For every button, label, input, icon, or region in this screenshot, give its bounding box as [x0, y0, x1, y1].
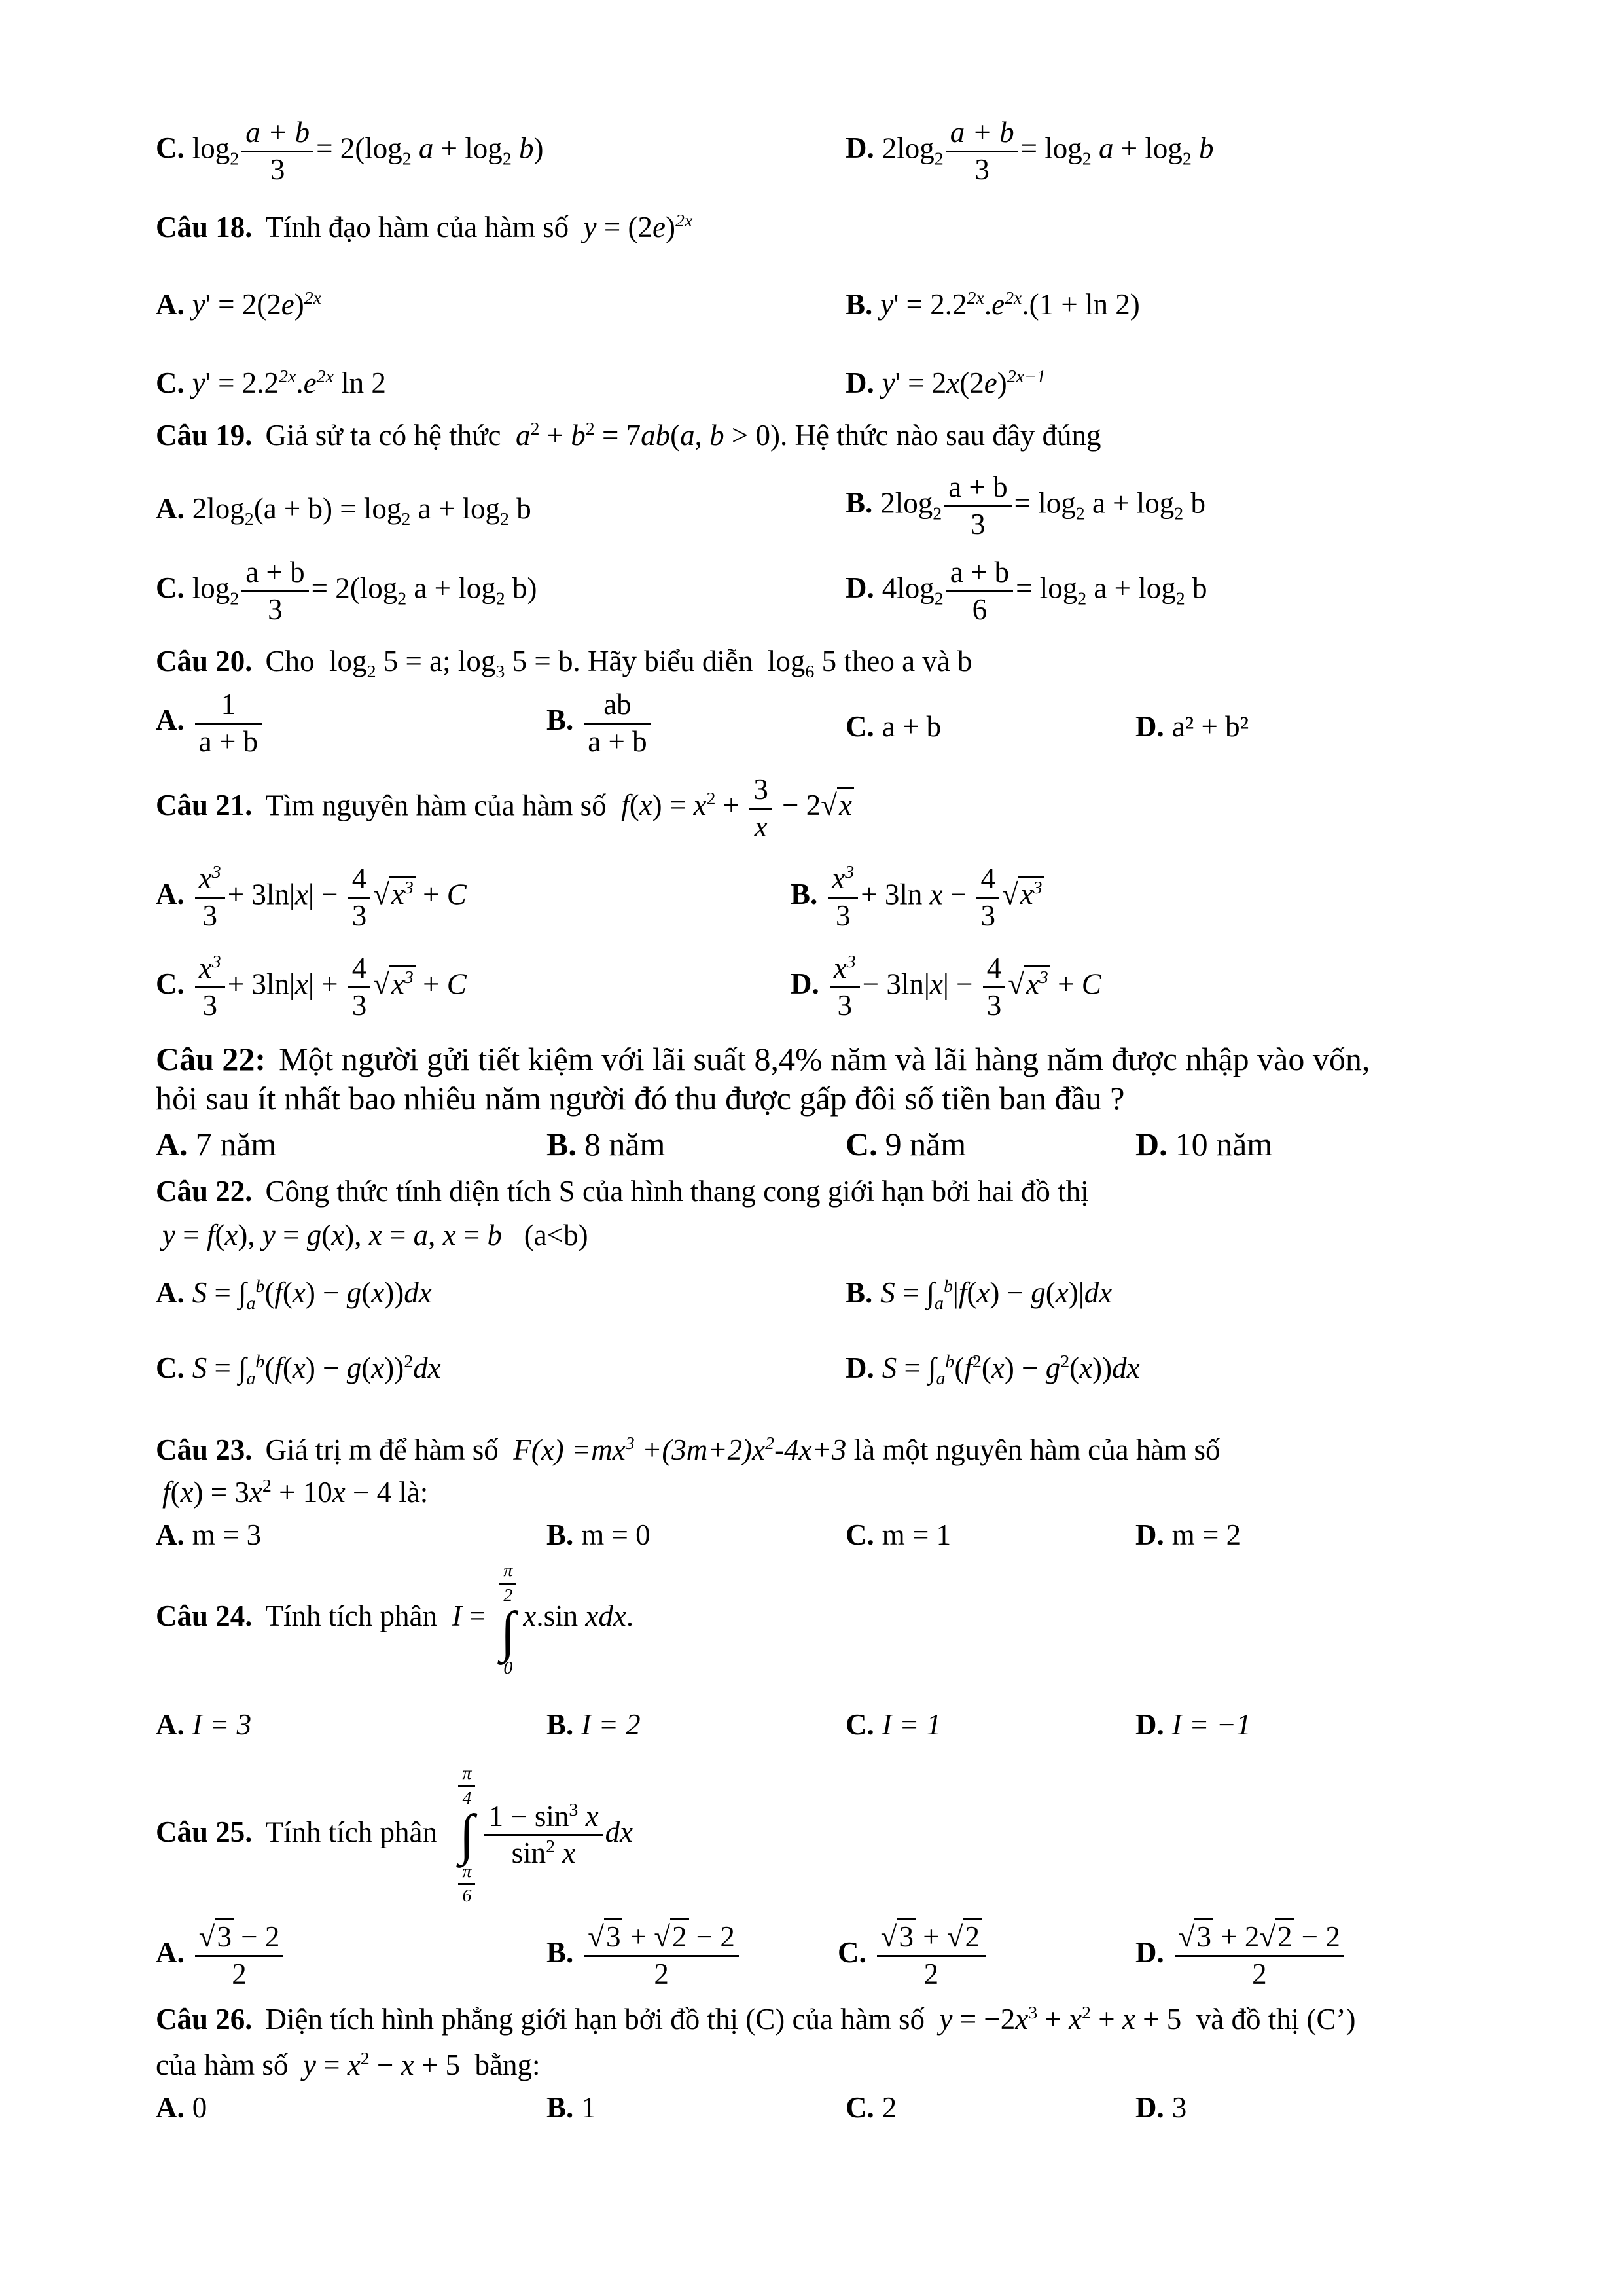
q18-b-label: B. [846, 288, 873, 321]
q22a-d-label: D. [1135, 1126, 1168, 1162]
q20-expr2: $\log_6 5$ [767, 645, 837, 682]
q26-stem-line1 [156, 2003, 1355, 2037]
q21-option-b: B. $\frac{x^3}{3}$ + 3ln x − $\frac{4}{3}$ $√x^3$ [791, 863, 1044, 932]
q24-option-b [546, 1708, 641, 1742]
q22b-a-label: A. [156, 1276, 185, 1309]
q25-option-a: A. $\frac{√3 - 2}{2}$ [156, 1921, 286, 1990]
q26-text1: Diện tích hình phẳng giới hạn bởi đồ thị (C) của hàm số [265, 2003, 925, 2036]
q20-title: Câu 20. [156, 645, 253, 677]
q19-text1: Giả sử ta có hệ thức [265, 419, 501, 452]
q26-c-text: 2 [882, 2091, 897, 2124]
q19-d-label: D. [846, 571, 874, 605]
q22b-b-label: B. [846, 1276, 873, 1309]
q21-option-a: A. $\frac{x^3}{3}$ + 3ln|x| − $\frac{4}{3}$ $√x^3 + C$ [156, 862, 467, 932]
q20-a-label: A. [156, 704, 185, 737]
q24-b-label: B. [546, 1708, 574, 1741]
q21-expr: $f(x) = x^2$ + $\frac{3}{x}$ − 2√x [621, 789, 854, 821]
q26-expr: $y = -2x^3 + x^2 + x + 5$ [939, 2003, 1182, 2036]
q22a-a-label: A. [156, 1126, 188, 1162]
q22b-expr-line [162, 1219, 588, 1253]
q26-option-d [1135, 2091, 1186, 2125]
q18-c-label: C. [156, 367, 185, 399]
q25-option-c: C. $\frac{√3 + √2}{2}$ [838, 1921, 988, 1990]
q22b-text: Công thức tính diện tích S của hình thang cong giới hạn bởi hai đồ thị [265, 1175, 1089, 1208]
q17-d-label: D. [846, 132, 874, 165]
q24-text: Tính tích phân [265, 1600, 437, 1633]
q20-c-label: C. [846, 710, 874, 743]
q24-d-label: D. [1135, 1708, 1164, 1741]
q18-option-a: A. $y' = 2(2e)^{2x}$ [156, 288, 322, 321]
q19-option-a: A. $2\log_2(a + b) = \log_2 a + \log_2 b$ [156, 492, 531, 529]
q21-stem [156, 774, 854, 843]
q23-title: Câu 23. [156, 1433, 253, 1466]
q19-option-c: C. $\log_2$ $\frac{a + b}{3}$ = $2(\log_2$ $a + \log_2 b$) [156, 556, 537, 626]
q26-c-label: C. [846, 2091, 874, 2124]
q20-b-label: B. [546, 704, 574, 737]
q23-d-text: m = 2 [1171, 1518, 1241, 1551]
q25-text: Tính tích phân [265, 1816, 437, 1849]
q22b-option-a: A. $S = \int_a^b(f(x) - g(x))dx$ [156, 1276, 432, 1314]
q23-expr: $F(x) =mx^3 +(3m+2)x^2-4x+3$ [513, 1433, 847, 1466]
q18-option-d: D. $y' = 2x(2e)^{2x-1}$ [846, 367, 1046, 399]
q22b-option-c: C. $S = \int_a^b(f(x) - g(x))^2dx$ [156, 1352, 441, 1389]
q17-option-c: C. $\log_2$ $\frac{a + b}{3}$ = $2(\log_2$ $a + \log_2 b$) [156, 116, 544, 186]
q25-stem [156, 1764, 633, 1907]
q26-option-b [546, 2091, 596, 2125]
q21-a-label: A. [156, 878, 185, 911]
q23-b-label: B. [546, 1518, 574, 1551]
q24-option-c [846, 1708, 941, 1742]
q21-b-label: B. [791, 878, 818, 911]
q22b-title: Câu 22. [156, 1175, 253, 1208]
q24-a-label: A. [156, 1708, 185, 1741]
q25-c-label: C. [838, 1936, 866, 1969]
q25-b-label: B. [546, 1936, 574, 1969]
q20-option-a: A. $\frac{1}{a + b}$ [156, 689, 264, 758]
q25-d-label: D. [1135, 1936, 1164, 1969]
q22a-b-label: B. [546, 1126, 577, 1162]
q22a-stem-line1 [156, 1041, 1370, 1079]
q21-title: Câu 21. [156, 789, 253, 822]
q18-expr: y [583, 211, 597, 243]
q20-c-text: a + b [882, 710, 942, 743]
q21-text: Tìm nguyên hàm của hàm số [265, 789, 607, 822]
q24-b-text: I = 2 [581, 1708, 641, 1741]
q23-text3: là: [399, 1476, 429, 1509]
q23-stem [156, 1433, 1221, 1467]
q26-a-label: A. [156, 2091, 185, 2124]
q26-text3: của hàm số [156, 2049, 289, 2081]
q22a-text-line1: Một người gửi tiết kiệm với lãi suất 8,4% năm và lãi hàng năm được nhập vào vốn, [279, 1041, 1370, 1077]
q19-text2: . Hệ thức nào sau đây đúng [780, 419, 1101, 452]
q22a-option-d [1135, 1126, 1272, 1164]
q21-option-c: C. $\frac{x^3}{3}$ + 3ln|x| + $\frac{4}{3}$ $√x^3 + C$ [156, 952, 467, 1022]
q24-d-text: I = −1 [1171, 1708, 1251, 1741]
q19-a-label: A. [156, 492, 185, 525]
q26-option-c [846, 2091, 897, 2125]
q17-c-label: C. [156, 132, 185, 165]
q24-option-d [1135, 1708, 1251, 1742]
q22a-option-a [156, 1126, 276, 1164]
q22a-title: Câu 22: [156, 1041, 266, 1077]
q23-option-c [846, 1518, 951, 1552]
q18-a-label: A. [156, 288, 185, 321]
q23-option-b [546, 1518, 651, 1552]
q25-option-b: B. $\frac{√3 + √2 - 2}{2}$ [546, 1921, 741, 1990]
q22b-option-d: D. $S = \int_a^b(f^2(x) - g^2(x))dx$ [846, 1352, 1140, 1389]
q18-text: Tính đạo hàm của hàm số [265, 211, 569, 243]
q18-title: Câu 18. [156, 211, 253, 243]
q17-option-d: D. $2\log_2$ $\frac{a + b}{3}$ = $\log_2 a + \log_2 b$ [846, 116, 1214, 186]
q22a-d-text: 10 năm [1175, 1126, 1273, 1162]
q22b-c-label: C. [156, 1352, 185, 1384]
q25-title: Câu 25. [156, 1816, 253, 1849]
q20-d-text: a² + b² [1171, 710, 1249, 743]
q26-title: Câu 26. [156, 2003, 253, 2036]
q23-d-label: D. [1135, 1518, 1164, 1551]
q26-text2: và đồ thị (C’) [1196, 2003, 1356, 2036]
q24-option-a [156, 1708, 251, 1742]
q21-option-d: D. $\frac{x^3}{3}$ − 3ln|x| − $\frac{4}{3}$ $√x^3 + C$ [791, 952, 1101, 1022]
q25-a-label: A. [156, 1936, 185, 1969]
q23-stem-line2 [162, 1476, 428, 1510]
q19-expr: $a^2 + b^2 = 7ab(a$, b > 0) [515, 419, 781, 452]
q20-text1: Cho [265, 645, 315, 677]
q18-stem: Câu 18. Tính đạo hàm của hàm số $y = (2e)^{2x}$ [156, 211, 693, 243]
q24-stem [156, 1561, 633, 1677]
q24-title: Câu 24. [156, 1600, 253, 1633]
q19-b-label: B. [846, 486, 873, 520]
q18-option-b: B. $y' = 2.2^{2x}.e^{2x}.(1 + \ln 2)$ [846, 288, 1140, 321]
q22a-c-text: 9 năm [885, 1126, 967, 1162]
q26-d-text: 3 [1171, 2091, 1187, 2124]
q24-c-text: I = 1 [882, 1708, 942, 1741]
q23-a-text: m = 3 [192, 1518, 262, 1551]
q24-a-text: I = 3 [192, 1708, 252, 1741]
q21-d-label: D. [791, 967, 819, 1001]
q23-option-a [156, 1518, 261, 1552]
q23-expr2: $f(x) = 3x^2 + 10x - 4$ [162, 1476, 392, 1509]
q21-c-label: C. [156, 967, 185, 1001]
q24-c-label: C. [846, 1708, 874, 1741]
q22a-option-c [846, 1126, 966, 1164]
q23-text1: Giá trị m để hàm số [265, 1433, 499, 1466]
q24-expr: I = $\frac{\pi}{2}$ ∫ 0 x.sin xdx. [452, 1560, 634, 1678]
q20-d-label: D. [1135, 710, 1164, 743]
q19-c-label: C. [156, 571, 185, 605]
q22b-stem [156, 1175, 1089, 1209]
q19-stem [156, 419, 1101, 453]
q20-text2: . Hãy biểu diễn [573, 645, 753, 677]
q26-option-a [156, 2091, 207, 2125]
q26-expr2: $y = x^2 - x + 5$ [302, 2049, 461, 2081]
q20-stem [156, 645, 972, 683]
q22a-a-text: 7 năm [195, 1126, 277, 1162]
q25-option-d: D. $\frac{√3 + 2√2 - 2}{2}$ [1135, 1921, 1347, 1990]
q26-b-label: B. [546, 2091, 574, 2124]
q22a-option-b [546, 1126, 665, 1164]
q20-option-d [1135, 710, 1249, 744]
q19-option-b: B. $2\log_2$ $\frac{a + b}{3}$ = $\log_2 a + \log_2 b$ [846, 471, 1205, 541]
q26-stem-line2 [156, 2049, 541, 2083]
q18-d-label: D. [846, 367, 874, 399]
q26-a-text: 0 [192, 2091, 207, 2124]
q22a-stem-line2: hỏi sau ít nhất bao nhiêu năm người đó thu được gấp đôi số tiền ban đầu ? [156, 1080, 1125, 1117]
q19-title: Câu 19. [156, 419, 253, 452]
q22b-expr: y = f(x), y = g(x), x = a, x = b [162, 1219, 502, 1251]
q20-text3: theo a và b [844, 645, 972, 677]
q22b-cond: (a<b) [524, 1219, 588, 1251]
q23-c-text: m = 1 [882, 1518, 952, 1551]
q26-d-label: D. [1135, 2091, 1164, 2124]
q22a-b-text: 8 năm [584, 1126, 666, 1162]
q22b-option-b: B. $S = \int_a^b|f(x) - g(x)|dx$ [846, 1276, 1113, 1314]
q23-option-d [1135, 1518, 1241, 1552]
q22b-d-label: D. [846, 1352, 874, 1384]
q20-expr: $\log_2 5 = a$; $\log_3 5 = b$ [329, 645, 573, 682]
q22a-c-label: C. [846, 1126, 878, 1162]
q18-option-c: C. $y' = 2.2^{2x}.e^{2x}$ ln 2 [156, 367, 386, 399]
q26-b-text: 1 [581, 2091, 596, 2124]
q19-option-d: D. $4\log_2$ $\frac{a + b}{6}$ = $\log_2 a + \log_2 b$ [846, 556, 1207, 626]
q23-text2: là một nguyên hàm của hàm số [853, 1433, 1221, 1466]
q26-text4: bằng: [474, 2049, 541, 2081]
q25-expr: $\frac{\pi}{4}$ ∫ $\frac{\pi}{6}$ $\frac{1 - \sin^3 x}{\sin^2 x}$ dx [459, 1763, 633, 1907]
q23-a-label: A. [156, 1518, 185, 1551]
q20-option-b: B. $\frac{ab}{a + b}$ [546, 689, 654, 758]
q23-b-text: m = 0 [581, 1518, 651, 1551]
q20-option-c [846, 710, 941, 744]
q23-c-label: C. [846, 1518, 874, 1551]
